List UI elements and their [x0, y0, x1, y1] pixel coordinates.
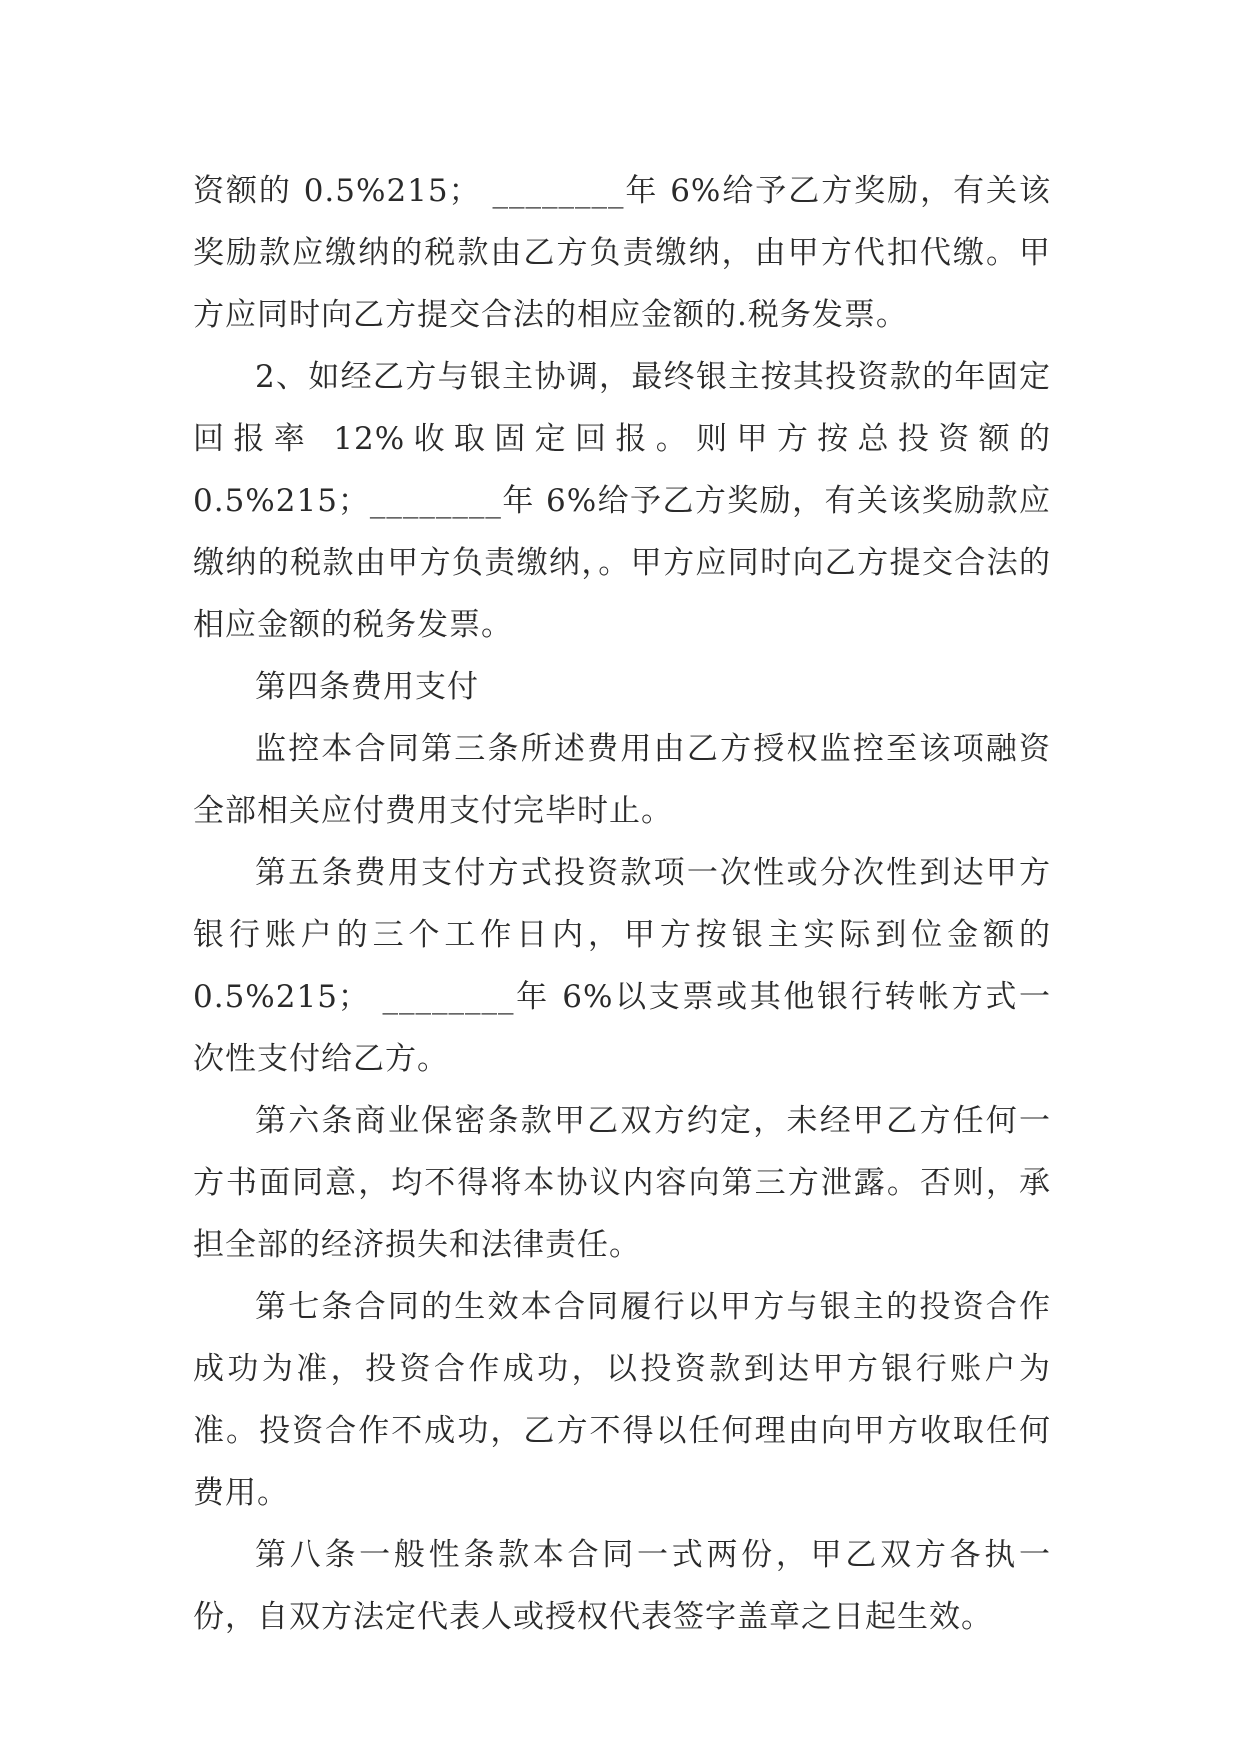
paragraph-article-5: 第五条费用支付方式投资款项一次性或分次性到达甲方银行账户的三个工作日内，甲方按银主实际到位金额的 0.5%215； ________年 6%以支票或其他银行转帐方式一次性支付给乙方。: [193, 855, 1051, 1077]
paragraph-continuation: 资额的 0.5%215； ________年 6%给予乙方奖励，有关该奖励款应缴纳的税款由乙方负责缴纳，由甲方代扣代缴。甲方应同时向乙方提交合法的相应金额的.税务发票。: [193, 173, 1051, 333]
paragraph-article-8: 第八条一般性条款本合同一式两份，甲乙双方各执一份，自双方法定代表人或授权代表签字盖章之日起生效。: [193, 1537, 1051, 1635]
paragraph-clause-2: 2、如经乙方与银主协调，最终银主按其投资款的年固定回报率 12%收取固定回报。则甲方按总投资额的 0.5%215；________年 6%给予乙方奖励，有关该奖励款应缴纳的税款由甲方负责缴纳，。甲方应同时向乙方提交合法的相应金额的税务发票。: [193, 359, 1051, 643]
paragraph-article-4: 监控本合同第三条所述费用由乙方授权监控至该项融资全部相关应付费用支付完毕时止。: [193, 731, 1051, 829]
paragraph-article-7: 第七条合同的生效本合同履行以甲方与银主的投资合作成功为准，投资合作成功，以投资款到达甲方银行账户为准。投资合作不成功，乙方不得以任何理由向甲方收取任何费用。: [193, 1289, 1051, 1511]
article-4-heading: 第四条费用支付: [255, 669, 479, 705]
document-body: [193, 160, 1051, 1648]
paragraph-article-6: 第六条商业保密条款甲乙双方约定，未经甲乙方任何一方书面同意，均不得将本协议内容向第三方泄露。否则，承担全部的经济损失和法律责任。: [193, 1103, 1051, 1263]
